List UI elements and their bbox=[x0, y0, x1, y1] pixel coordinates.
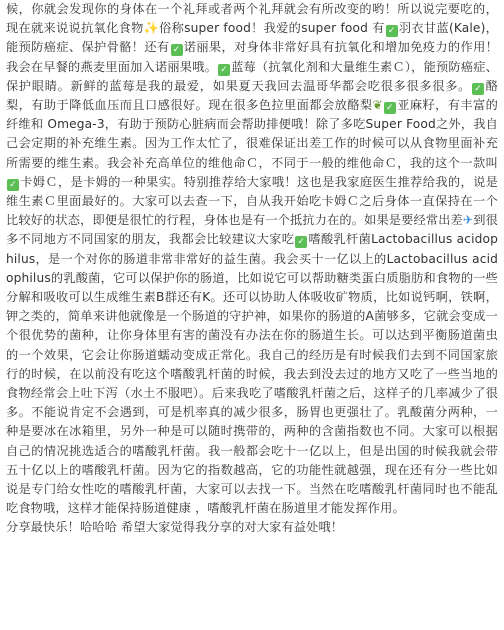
avocado-icon: ❦ bbox=[372, 98, 383, 113]
sparkle-icon: ✨ bbox=[143, 21, 160, 36]
article-text: 俗称super food！我爱的super food 有 bbox=[159, 21, 385, 36]
check-mark-icon: ✓ bbox=[7, 179, 19, 191]
check-mark-icon: ✓ bbox=[386, 25, 398, 37]
article-text: 到很多不同地方不同国家的朋友，我都会比较建议大家吃 bbox=[6, 213, 498, 247]
check-mark-icon: ✓ bbox=[384, 102, 396, 114]
article-text: 嗜酸乳杆菌Lactobacillus acidophilus，是一个对你的肠道非常非常好的益生菌。我会买十一亿以上的Lactobacillus acidophilus的乳酸菌，它可以保护你的肠道，比如说它可以帮助糖类蛋白质脂肪和食物的一些分解和吸收可以生成维生素B群还有K。还可以协助人体吸收矿物质，比如说钙啊，铁啊，钾之类的，简单来讲他就像是一个肠道的守护神，如果你的肠道的A菌够多，它就会变成一个很优势的菌种，让你身体里有害的菌没有办法在你的肠道生长。可以达到平衡肠道菌虫的一个效果，它会让你肠道蠕动变成正常化。我自己的经历是有时候我们去到不同国家旅行的时候，在以前没有吃这个嗜酸乳杆菌的时候，我去到没去过的地方又吃了一些当地的食物经常会上吐下泻（水土不服吧）。后来我吃了嗜酸乳杆菌之后，这样子的几率减少了很多。不能说肯定不会遇到，可是机率真的减少很多，肠胃也更强壮了。乳酸菌分两种，一种是要冰在冰箱里，另外一种是可以随时携带的，两种的含菌指数也不同。大家可以根据自己的情况挑选适合的嗜酸乳杆菌。我一般都会吃十一亿以上，但是出国的时候我就会带五十亿以上的嗜酸乳杆菌。因为它的指数越高，它的功能性就越强，现在还有分一些比如说是专门给女性吃的嗜酸乳杆菌，大家可以去找一下。当然在吃嗜酸乳杆菌同时也不能乱吃食物哦，这样才能保持肠道健康 ，嗜酸乳杆菌在肠道里才能发挥作用。 bbox=[6, 232, 498, 516]
check-mark-icon: ✓ bbox=[171, 44, 183, 56]
article-text: 候，你就会发现你的身体在一个礼拜或者两个礼拜就会有所改变的哟！所以说完要吃的，现在就来说说抗氧化食物 bbox=[6, 2, 498, 36]
article-text: 羽衣甘蓝(Kale)，能预防癌症、保护骨骼！还有 bbox=[6, 21, 498, 55]
paper-plane-icon: ✈ bbox=[462, 213, 474, 228]
share-line: 分享最快乐！哈哈哈 希望大家觉得我分享的对大家有益处哦！ bbox=[6, 520, 344, 535]
article-text: 酪梨，有助于降低血压而且口感很好。现在很多色拉里面都会放酪梨 bbox=[6, 78, 498, 113]
article-text: 亚麻籽，有丰富的纤维和 Omega-3，有助于预防心脏病而会帮助排便哦！除了多吃Super Food之外，我自己会定期的补充维生素。因为工作太忙了，很难保证出差工作的时候可以从食物里面补充所需要的维生素。我会补充高单位的维他命Ｃ，不同于一般的维他命Ｃ，我的这个一款叫 bbox=[6, 98, 498, 170]
article-text: 蓝莓（抗氧化剂和大量维生素Ｃ），能预防癌症、保护眼睛。新鲜的蓝莓是我的最爱，如果夏天我回去温哥华都会吃很多很多很多。 bbox=[6, 59, 498, 93]
article-text: 卡姆Ｃ，是卡姆的一种果实。特别推荐给大家哦！这也是我家庭医生推荐给我的，说是维生素Ｃ里面最好的。大家可以去查一下，自从我开始吃卡姆Ｃ之后身体一直保持在一个比较好的状态，即便是很忙的行程，身体也是有一个抵抗力在的。如果是要经常出差 bbox=[6, 174, 498, 228]
article-paragraph bbox=[6, 0, 498, 518]
check-mark-icon: ✓ bbox=[218, 64, 230, 76]
check-mark-icon: ✓ bbox=[295, 236, 307, 248]
check-mark-icon: ✓ bbox=[472, 83, 484, 95]
article-text: 诺丽果，对身体非常好具有抗氧化和增加免疫力的作用！我会在早餐的燕麦里面加入诺丽果哦。 bbox=[6, 40, 499, 74]
